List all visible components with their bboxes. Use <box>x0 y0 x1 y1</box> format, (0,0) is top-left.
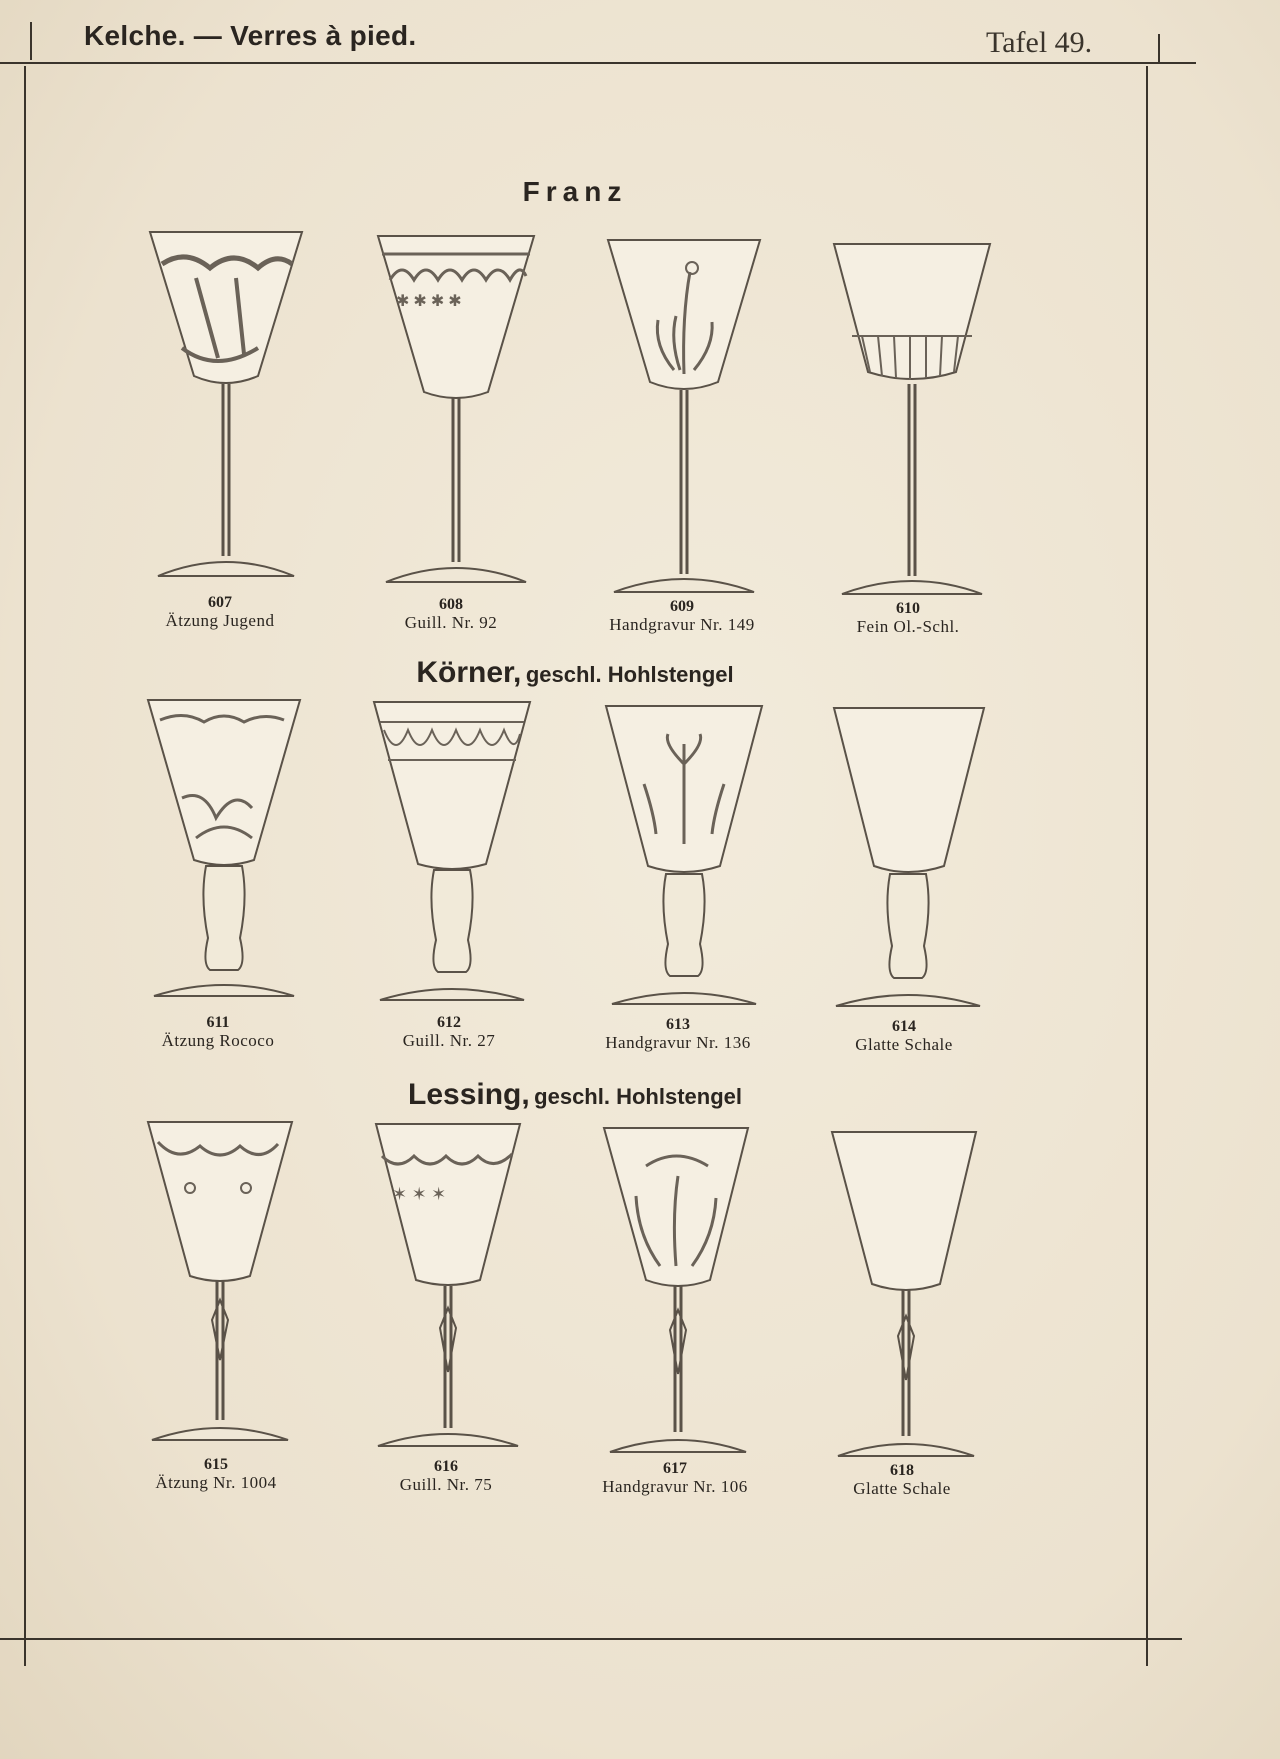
plate-number: Tafel 49. <box>986 26 1093 59</box>
item-number: 607 <box>208 594 232 611</box>
item-description: Glatte Schale <box>855 1035 953 1054</box>
glass-illustration-611 <box>124 698 324 1008</box>
item-description: Ätzung Jugend <box>165 611 275 630</box>
item-number: 612 <box>437 1014 461 1031</box>
section-name: Körner, <box>416 656 522 689</box>
glass-illustration-617 <box>576 1126 776 1456</box>
item-caption-611 <box>98 1014 338 1050</box>
frame-right-rule <box>1146 66 1148 1666</box>
item-caption-610 <box>788 600 1028 636</box>
item-description: Guill. Nr. 92 <box>404 613 498 632</box>
glass-illustration-613 <box>584 704 784 1014</box>
item-caption-613 <box>558 1016 798 1052</box>
item-description: Fein Ol.-Schl. <box>856 617 960 636</box>
item-number: 608 <box>439 596 463 613</box>
item-number: 617 <box>663 1460 687 1477</box>
item-number: 610 <box>896 600 920 617</box>
item-number: 611 <box>206 1014 230 1031</box>
item-caption-608 <box>331 596 571 632</box>
item-caption-616 <box>326 1458 566 1494</box>
page-title: Kelche. — Verres à pied. <box>84 20 417 51</box>
header-rule <box>0 62 1196 64</box>
glass-illustration-616 <box>348 1122 548 1452</box>
section-title-lessing <box>0 1078 1150 1112</box>
glass-illustration-608 <box>356 232 556 592</box>
item-description: Handgravur Nr. 136 <box>605 1033 751 1052</box>
item-caption-607 <box>100 594 340 630</box>
item-number: 613 <box>666 1016 690 1033</box>
header-right-tick <box>1158 34 1160 64</box>
frame-left-rule <box>24 66 26 1666</box>
svg-text:✶ ✶ ✶: ✶ ✶ ✶ <box>392 1184 447 1204</box>
section-subtitle: geschl. Hohlstengel <box>534 1084 742 1109</box>
item-caption-617 <box>555 1460 795 1496</box>
section-title-franz: Franz <box>522 176 628 207</box>
item-number: 616 <box>434 1458 458 1475</box>
svg-text:✱ ✱ ✱ ✱: ✱ ✱ ✱ ✱ <box>396 293 462 310</box>
glass-illustration-609 <box>584 236 784 596</box>
header-left-tick <box>30 22 32 60</box>
section-name: Lessing, <box>408 1078 530 1111</box>
glass-illustration-615 <box>118 1120 318 1450</box>
glass-illustration-618 <box>802 1130 1002 1460</box>
item-description: Guill. Nr. 27 <box>402 1031 496 1050</box>
section-title-koerner <box>0 656 1150 690</box>
item-description: Ätzung Rococo <box>161 1031 275 1050</box>
item-number: 618 <box>890 1462 914 1479</box>
item-caption-614 <box>784 1018 1024 1054</box>
section-subtitle: geschl. Hohlstengel <box>525 662 734 687</box>
item-number: 609 <box>670 598 694 615</box>
item-caption-612 <box>329 1014 569 1050</box>
item-description: Handgravur Nr. 149 <box>609 615 755 634</box>
glass-illustration-612 <box>352 700 552 1010</box>
item-caption-609 <box>562 598 802 634</box>
item-description: Glatte Schale <box>853 1479 951 1498</box>
footer-rule <box>0 1638 1182 1640</box>
item-caption-618 <box>782 1462 1022 1498</box>
glass-illustration-607 <box>126 228 326 588</box>
item-description: Guill. Nr. 75 <box>399 1475 493 1494</box>
glass-illustration-614 <box>808 706 1008 1016</box>
glass-illustration-610 <box>812 240 1012 600</box>
item-description: Ätzung Nr. 1004 <box>155 1473 277 1492</box>
item-description: Handgravur Nr. 106 <box>602 1477 748 1496</box>
item-number: 614 <box>892 1018 916 1035</box>
item-caption-615 <box>96 1456 336 1492</box>
item-number: 615 <box>204 1456 228 1473</box>
